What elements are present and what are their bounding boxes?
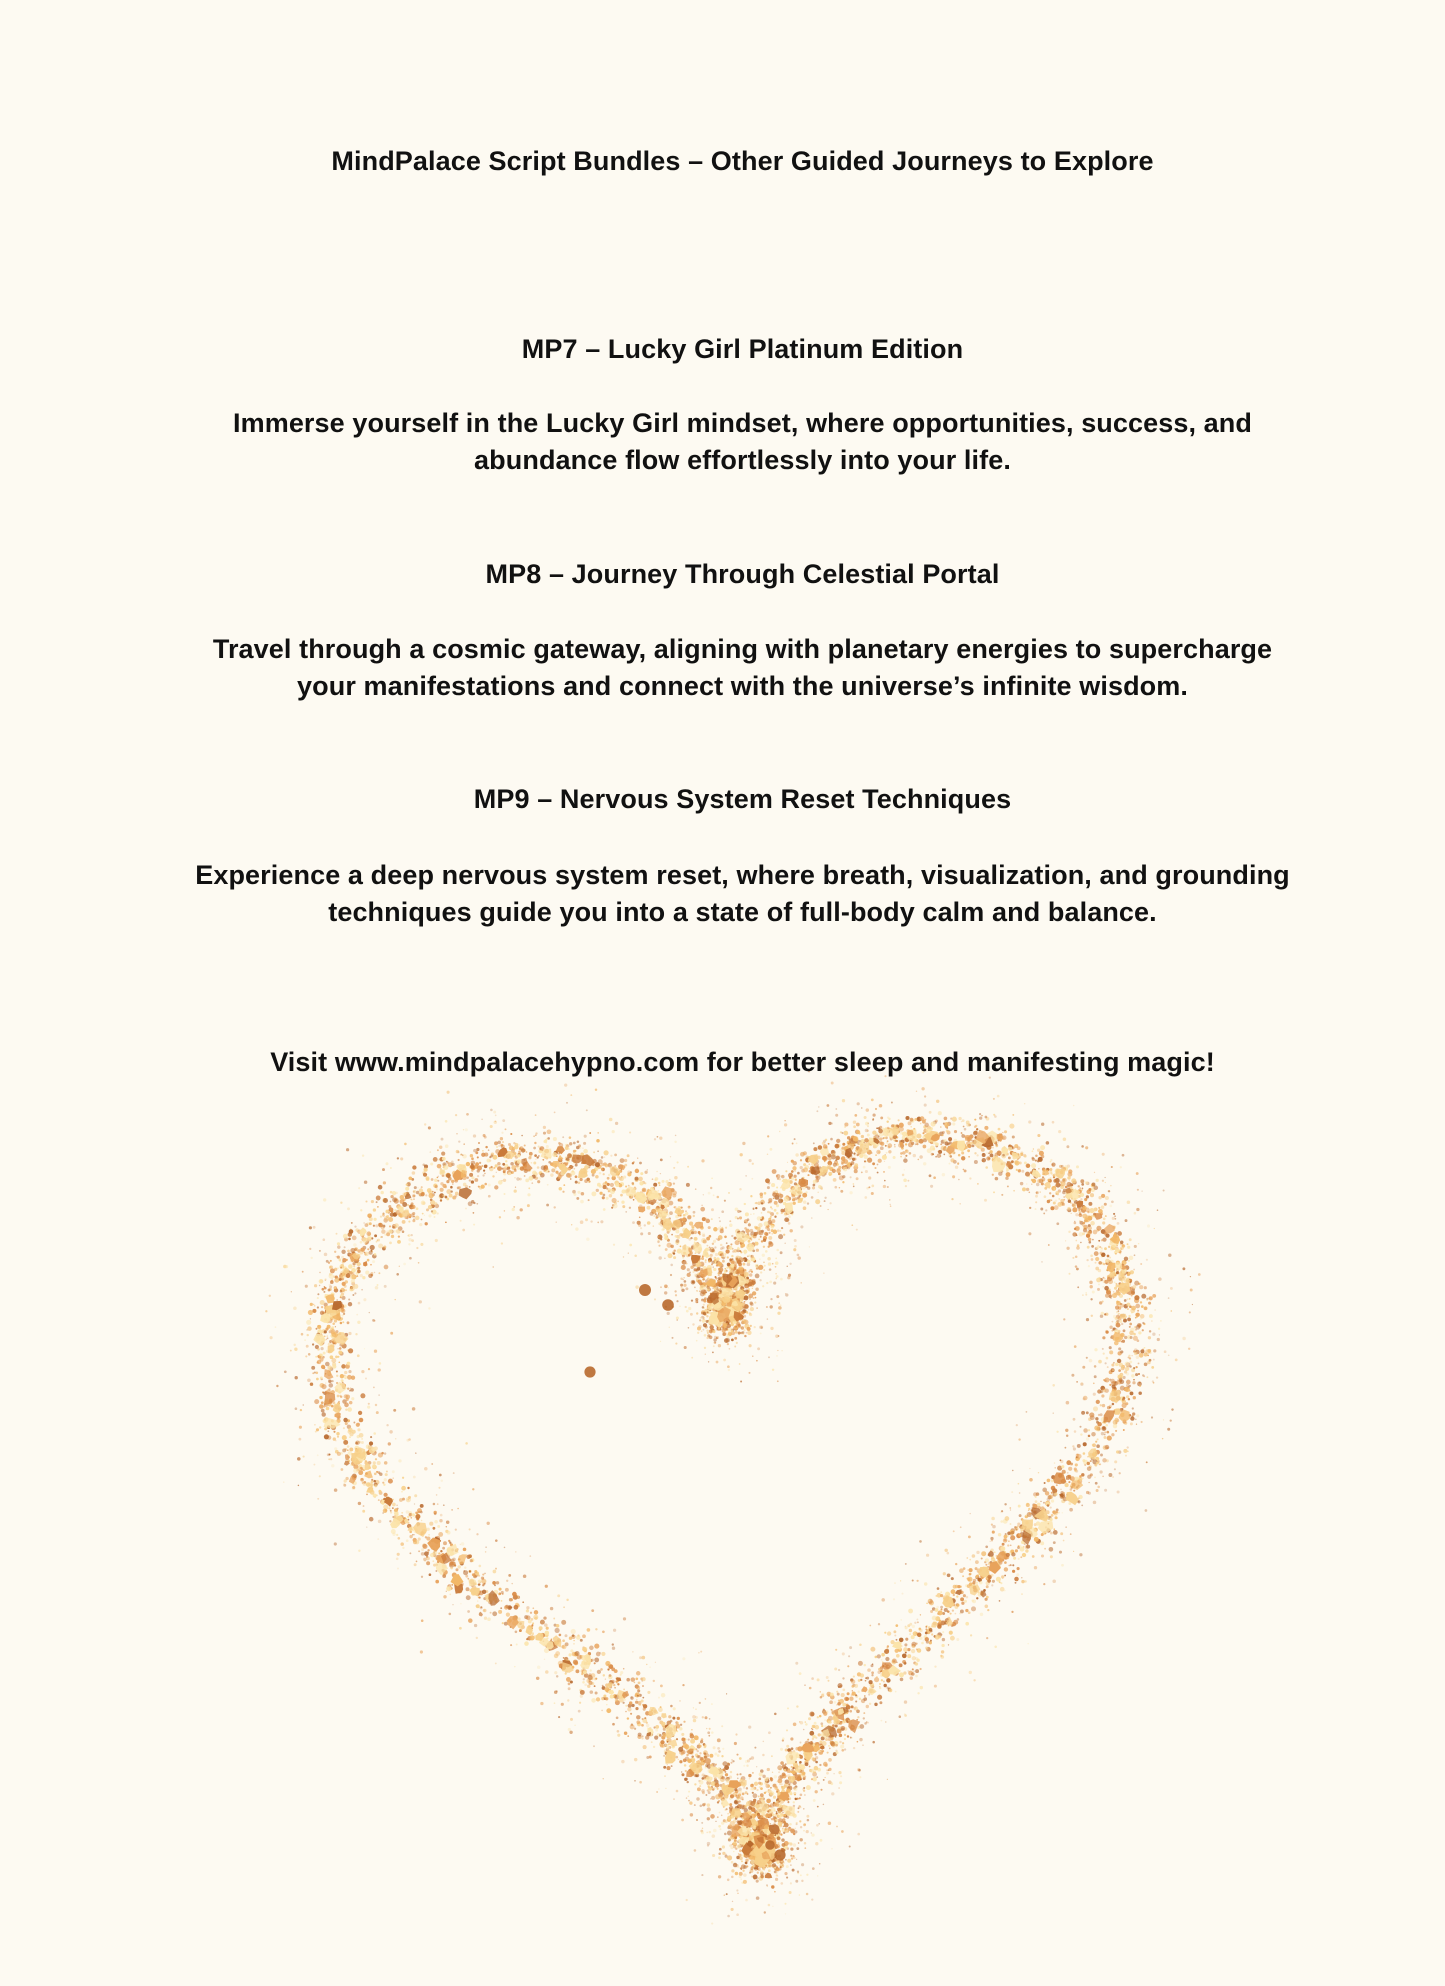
- description-line: abundance flow effortlessly into your life.: [474, 445, 1011, 475]
- bundle-heading-mp8: MP8 – Journey Through Celestial Portal: [485, 559, 1000, 589]
- bundle-description-mp9: [20, 857, 1445, 931]
- description-line: techniques guide you into a state of full-body calm and balance.: [328, 897, 1157, 927]
- page-title: MindPalace Script Bundles – Other Guided Journeys to Explore: [331, 146, 1154, 176]
- description-line: your manifestations and connect with the universe’s infinite wisdom.: [297, 671, 1188, 701]
- description-line: Immerse yourself in the Lucky Girl mindset, where opportunities, success, and: [233, 408, 1252, 438]
- website-link-text: Visit www.mindpalacehypno.com for better sleep and manifesting magic!: [270, 1047, 1215, 1077]
- description-line: Experience a deep nervous system reset, where breath, visualization, and grounding: [195, 860, 1290, 890]
- bundle-heading-mp9: MP9 – Nervous System Reset Techniques: [473, 784, 1012, 814]
- bundle-heading-mp7: MP7 – Lucky Girl Platinum Edition: [521, 334, 964, 364]
- bundle-description-mp7: [20, 405, 1445, 479]
- bundle-description-mp8: [20, 631, 1445, 705]
- description-line: Travel through a cosmic gateway, aligning with planetary energies to supercharge: [212, 634, 1273, 664]
